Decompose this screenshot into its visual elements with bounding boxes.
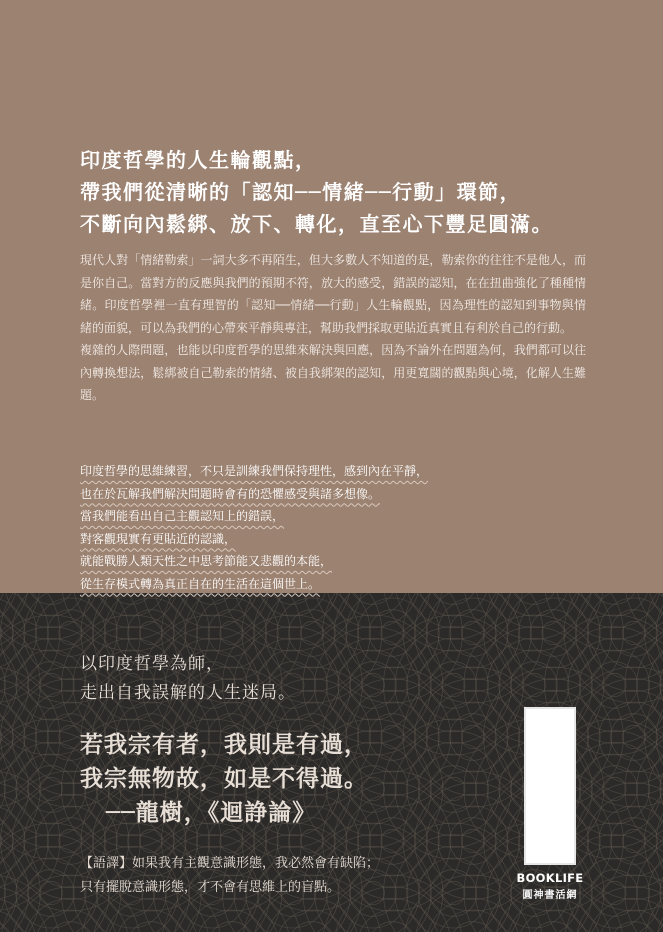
quote-line: 若我宗有者，我則是有過， — [80, 731, 368, 758]
body-text — [80, 249, 586, 407]
quote-source: ──龍樹，《迴諍論》 — [106, 799, 317, 826]
headline-line: 帶我們從清晰的「認知──情緒──行動」環節， — [80, 180, 522, 204]
body-paragraph: 複雜的人際問題，也能以印度哲學的思維來解決與回應，因為不論外在問題為何，我們都可以往內轉換想法，鬆綁被自己勒索的情緒、被自我綁架的認知，用更寬闊的觀點與心境，化解人生難題。 — [80, 343, 586, 402]
translation-line: 【語譯】如果我有主觀意識形態，我必然會有缺陷； — [80, 856, 380, 871]
wavy-line: 對客觀現實有更貼近的認識， — [80, 531, 237, 546]
publisher-name: 圓神書活網 — [522, 890, 578, 901]
translation-line: 只有擺脫意識形態，才不會有思維上的盲點。 — [80, 880, 341, 895]
headline — [80, 144, 600, 240]
tagline — [80, 650, 296, 708]
barcode-area — [524, 707, 576, 865]
wavy-line: 印度哲學的思維練習，不只是訓練我們保持理性，感到內在平靜， — [80, 464, 429, 478]
publisher-logo — [510, 871, 590, 901]
wavy-line: 就能戰勝人類天性之中思考節能又悲觀的本能， — [80, 554, 333, 568]
quote — [80, 728, 368, 830]
wavy-line: 也在於瓦解我們解決問題時會有的恐懼感受與諸多想像。 — [80, 486, 381, 501]
wavy-line: 從生存模式轉為真正自在的生活在這個世上。 — [80, 576, 321, 591]
wavy-underlined-text — [80, 461, 586, 596]
headline-line: 印度哲學的人生輪觀點， — [80, 148, 317, 172]
body-paragraph: 現代人對「情緒勒索」一詞大多不再陌生，但大多數人不知道的是，勒索你的往往不是他人，而是你自己。當對方的反應與我們的預期不符，放大的感受，錯誤的認知，在在扭曲強化了種種情緒。印度哲學裡一直有理智的「認知──情緒──行動」人生輪觀點，因為理性的認知到事物與情緒的面貌，可以為我們的心帶來平靜與專注，幫助我們採取更貼近真實且有利於自己的行動。 — [80, 253, 586, 335]
quote-line: 我宗無物故，如是不得過。 — [80, 765, 368, 792]
headline-line: 不斷向內鬆綁、放下、轉化，直至心下豐足圓滿。 — [80, 212, 553, 236]
publisher-logo-text: BOOKLIFE — [516, 871, 584, 885]
wavy-line: 當我們能看出自己主觀認知上的錯誤， — [80, 509, 285, 523]
tagline-line: 以印度哲學為師， — [80, 654, 224, 674]
translation — [80, 852, 379, 900]
tagline-line: 走出自我誤解的人生迷局。 — [80, 683, 296, 703]
